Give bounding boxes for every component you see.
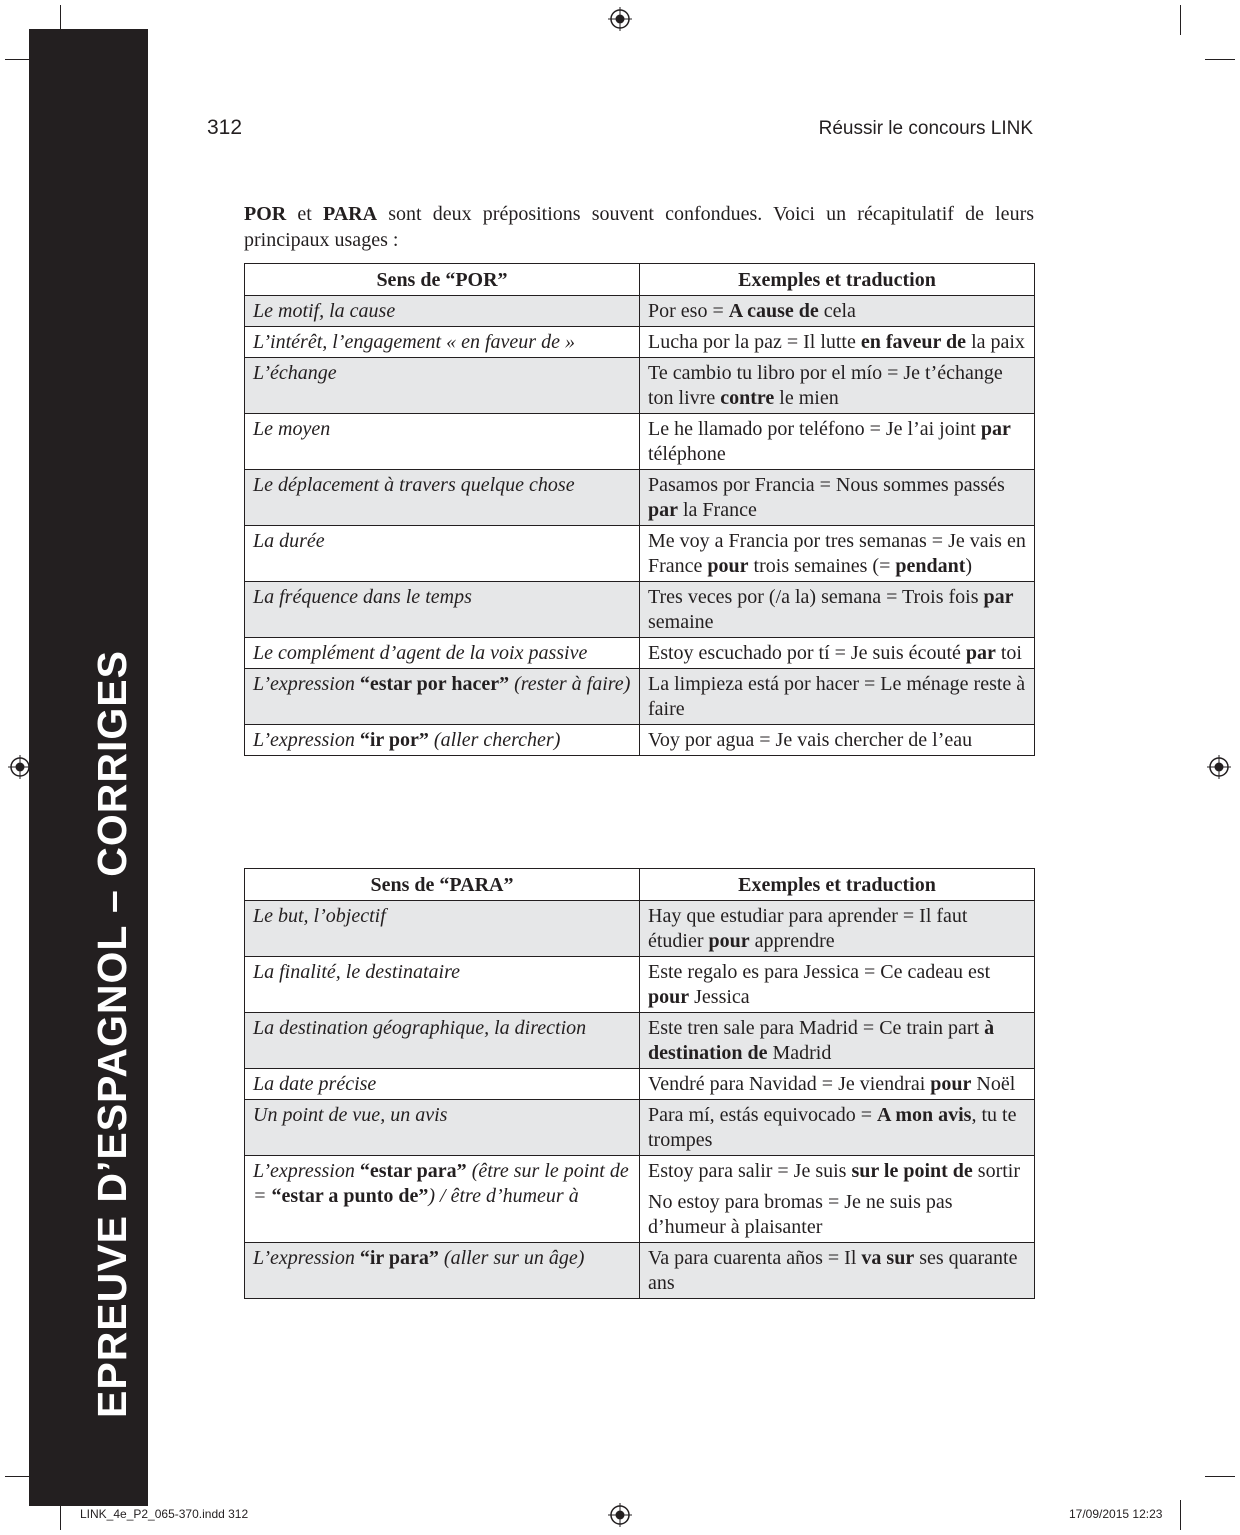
example-cell	[640, 526, 1035, 582]
cell-text: Estoy escuchado por tí = Je suis écouté	[648, 642, 966, 664]
emphasis-text: contre	[720, 387, 775, 409]
registration-mark-icon	[608, 1503, 632, 1527]
cell-text: (aller chercher)	[428, 729, 561, 751]
cell-text: (être sur le point de =	[253, 1160, 629, 1207]
cell-text: La limpieza está por hacer = Le ménage reste à faire	[648, 673, 1026, 720]
emphasis-text: “ir para”	[359, 1247, 439, 1269]
example-line	[648, 529, 1026, 579]
example-line	[648, 904, 1026, 954]
example-line	[648, 473, 1026, 523]
example-cell	[640, 957, 1035, 1013]
cell-text: Le déplacement à travers quelque chose	[253, 474, 575, 496]
example-line	[648, 1190, 1026, 1240]
table-header-row	[245, 869, 1035, 901]
crop-mark	[1205, 1476, 1235, 1477]
example-line	[648, 672, 1026, 722]
example-cell	[640, 582, 1035, 638]
example-cell	[640, 669, 1035, 725]
table-row	[245, 1156, 1035, 1243]
table-row	[245, 327, 1035, 358]
header-sens: Sens de “POR”	[245, 264, 640, 296]
table-header-row	[245, 264, 1035, 296]
emphasis-text: par	[648, 499, 678, 521]
table-row	[245, 1100, 1035, 1156]
intro-por: POR	[244, 203, 287, 225]
cell-text: téléphone	[648, 443, 726, 465]
example-cell	[640, 1243, 1035, 1299]
sens-cell	[245, 901, 640, 957]
cell-text: L’intérêt, l’engagement « en faveur de »	[253, 331, 575, 353]
cell-text: Te cambio tu libro por el mío = Je t’échange ton livre	[648, 362, 1003, 409]
para-usage-table	[244, 868, 1035, 1299]
cell-text: ) / être d’humeur à	[428, 1185, 579, 1207]
table-row	[245, 296, 1035, 327]
example-line	[648, 330, 1026, 355]
intro-para: PARA	[323, 203, 378, 225]
cell-text: Madrid	[767, 1042, 832, 1064]
cell-text: Un point de vue, un avis	[253, 1104, 448, 1126]
emphasis-text: par	[983, 586, 1014, 608]
table-row	[245, 1013, 1035, 1069]
sens-cell	[245, 414, 640, 470]
emphasis-text: “ir por”	[359, 729, 429, 751]
cell-text: Este tren sale para Madrid = Ce train part	[648, 1017, 985, 1039]
table-row	[245, 957, 1035, 1013]
cell-text: Noël	[971, 1073, 1016, 1095]
emphasis-text: pour	[648, 986, 690, 1008]
cell-text: Este regalo es para Jessica = Ce cadeau est	[648, 961, 991, 983]
example-line	[648, 585, 1026, 635]
sidebar-title: EPREUVE D’ESPAGNOL – CORRIGES	[89, 650, 135, 1418]
sens-cell	[245, 327, 640, 358]
example-cell	[640, 414, 1035, 470]
emphasis-text: “estar para”	[359, 1160, 467, 1182]
table-row	[245, 414, 1035, 470]
example-line	[648, 1246, 1026, 1296]
example-line	[648, 299, 1026, 324]
sens-cell	[245, 470, 640, 526]
header-examples: Exemples et traduction	[640, 869, 1035, 901]
sens-cell	[245, 1013, 640, 1069]
emphasis-text: pendant	[895, 555, 966, 577]
registration-mark-icon	[608, 7, 632, 31]
emphasis-text: par	[965, 642, 996, 664]
cell-text: L’expression	[253, 729, 360, 751]
cell-text: Estoy para salir = Je suis	[648, 1160, 852, 1182]
emphasis-text: “estar a punto de”	[271, 1185, 429, 1207]
crop-mark	[1180, 5, 1181, 35]
example-cell	[640, 1069, 1035, 1100]
por-table-body	[245, 296, 1035, 756]
emphasis-text: à destination de	[648, 1017, 995, 1064]
table-row	[245, 1069, 1035, 1100]
cell-text: L’expression	[253, 1160, 360, 1182]
intro-conj: et	[286, 203, 323, 225]
cell-text: Le moyen	[253, 418, 331, 440]
cell-text: Tres veces por (/a la) semana = Trois fois	[648, 586, 984, 608]
example-cell	[640, 358, 1035, 414]
example-cell	[640, 470, 1035, 526]
cell-text: La fréquence dans le temps	[253, 586, 472, 608]
cell-text: cela	[818, 300, 856, 322]
example-line	[648, 417, 1026, 467]
example-line	[648, 1016, 1026, 1066]
table-row	[245, 358, 1035, 414]
para-table-body	[245, 901, 1035, 1299]
table-row	[245, 725, 1035, 756]
cell-text: La durée	[253, 530, 325, 552]
table-row	[245, 669, 1035, 725]
cell-text: (rester à faire)	[509, 673, 631, 695]
cell-text: Va para cuarenta años = Il	[648, 1247, 862, 1269]
cell-text: Vendré para Navidad = Je viendrai	[648, 1073, 931, 1095]
cell-text: Para mí, estás equivocado =	[648, 1104, 877, 1126]
example-line	[648, 1159, 1026, 1184]
cell-text: Jessica	[689, 986, 750, 1008]
sens-cell	[245, 725, 640, 756]
cell-text: la France	[678, 499, 757, 521]
example-line	[648, 361, 1026, 411]
cell-text: Lucha por la paz = Il lutte	[648, 331, 861, 353]
table-row	[245, 901, 1035, 957]
example-line	[648, 728, 1026, 753]
sens-cell	[245, 669, 640, 725]
example-line	[648, 1072, 1026, 1097]
cell-text: Le complément d’agent de la voix passive	[253, 642, 588, 664]
cell-text: L’expression	[253, 1247, 360, 1269]
por-usage-table	[244, 263, 1035, 756]
emphasis-text: va sur	[861, 1247, 915, 1269]
cell-text: sortir	[972, 1160, 1021, 1182]
sens-cell	[245, 1156, 640, 1243]
cell-text: (aller sur un âge)	[438, 1247, 585, 1269]
intro-text: sont deux prépositions souvent confondues. Voici un récapitulatif de leurs principaux usages :	[244, 203, 1035, 251]
cell-text: apprendre	[749, 930, 835, 952]
cell-text: La finalité, le destinataire	[253, 961, 461, 983]
example-cell	[640, 725, 1035, 756]
example-line	[648, 641, 1026, 666]
cell-text: L’échange	[253, 362, 337, 384]
cell-text: ses quarante ans	[648, 1247, 1018, 1294]
example-line	[648, 960, 1026, 1010]
sens-cell	[245, 1069, 640, 1100]
sens-cell	[245, 957, 640, 1013]
table-row	[245, 526, 1035, 582]
cell-text: trois semaines (=	[748, 555, 896, 577]
emphasis-text: “estar por hacer”	[359, 673, 510, 695]
header-examples: Exemples et traduction	[640, 264, 1035, 296]
table-row	[245, 470, 1035, 526]
sens-cell	[245, 638, 640, 669]
footer-file: LINK_4e_P2_065-370.indd 312	[80, 1507, 249, 1521]
cell-text: No estoy para bromas = Je ne suis pas d’humeur à plaisanter	[648, 1191, 953, 1238]
sens-cell	[245, 296, 640, 327]
example-cell	[640, 1013, 1035, 1069]
running-title: Réussir le concours LINK	[818, 118, 1033, 139]
emphasis-text: sur le point de	[851, 1160, 973, 1182]
cell-text: Le he llamado por teléfono = Je l’ai joint	[648, 418, 981, 440]
crop-mark	[1205, 59, 1235, 60]
sens-cell	[245, 358, 640, 414]
cell-text: Me voy a Francia por tres semanas = Je vais en France	[648, 530, 1026, 577]
cell-text: le mien	[774, 387, 839, 409]
emphasis-text: A mon avis	[877, 1104, 972, 1126]
sens-cell	[245, 582, 640, 638]
page-number: 312	[207, 116, 243, 139]
registration-mark-icon	[1207, 755, 1231, 779]
example-cell	[640, 1156, 1035, 1243]
cell-text: , tu te trompes	[648, 1104, 1017, 1151]
example-cell	[640, 296, 1035, 327]
cell-text: Le but, l’objectif	[253, 905, 386, 927]
cell-text: La date précise	[253, 1073, 377, 1095]
emphasis-text: en faveur de	[860, 331, 967, 353]
footer-date: 17/09/2015 12:23	[1069, 1507, 1163, 1521]
example-cell	[640, 1100, 1035, 1156]
example-cell	[640, 901, 1035, 957]
emphasis-text: pour	[708, 930, 750, 952]
example-cell	[640, 327, 1035, 358]
table-row	[245, 1243, 1035, 1299]
emphasis-text: pour	[707, 555, 749, 577]
example-line	[648, 1103, 1026, 1153]
crop-mark	[1180, 1500, 1181, 1530]
cell-text: Pasamos por Francia = Nous sommes passés	[648, 474, 1005, 496]
intro-paragraph	[244, 201, 1034, 253]
table-row	[245, 638, 1035, 669]
cell-text: )	[965, 555, 973, 577]
emphasis-text: par	[980, 418, 1011, 440]
cell-text: la paix	[966, 331, 1025, 353]
emphasis-text: A cause de	[728, 300, 819, 322]
cell-text: L’expression	[253, 673, 360, 695]
cell-text: Por eso =	[648, 300, 729, 322]
cell-text: toi	[995, 642, 1022, 664]
header-sens: Sens de “PARA”	[245, 869, 640, 901]
emphasis-text: pour	[930, 1073, 972, 1095]
sens-cell	[245, 1243, 640, 1299]
table-row	[245, 582, 1035, 638]
sens-cell	[245, 1100, 640, 1156]
cell-text: semaine	[648, 611, 714, 633]
cell-text: Le motif, la cause	[253, 300, 396, 322]
sens-cell	[245, 526, 640, 582]
cell-text: Voy por agua = Je vais chercher de l’eau	[648, 729, 973, 751]
cell-text: La destination géographique, la direction	[253, 1017, 587, 1039]
cell-text: Hay que estudiar para aprender = Il faut étudier	[648, 905, 968, 952]
example-cell	[640, 638, 1035, 669]
